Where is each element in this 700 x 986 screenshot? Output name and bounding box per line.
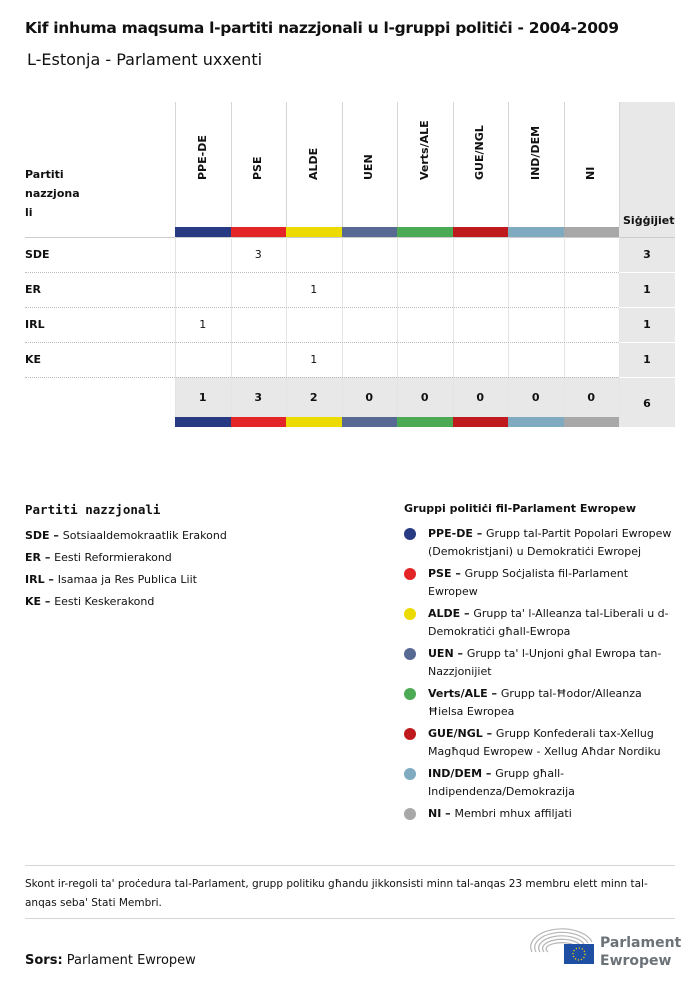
group-name: Grupp Soċjalista fil-Parlament Ewropew xyxy=(428,567,629,598)
row-divider xyxy=(25,377,619,378)
party-name: Isamaa ja Res Publica Liit xyxy=(57,573,197,586)
group-abbr: Verts/ALE xyxy=(428,687,488,700)
footnote: Skont ir-regoli ta' proċedura tal-Parlament, grupp politiku għandu jikkonsisti minn tal-anqas 23 membru elett minn tal-anqas seba' Stati Membri. xyxy=(25,878,648,909)
column-divider xyxy=(342,237,343,417)
row-party-label: ER xyxy=(25,283,41,296)
group-color-bar xyxy=(564,227,620,237)
group-name: Membri mhux affiljati xyxy=(454,807,572,820)
row-total: 3 xyxy=(643,248,651,261)
group-abbr: ALDE xyxy=(428,607,461,620)
group-abbr: PPE-DE xyxy=(428,527,473,540)
column-divider xyxy=(231,237,232,417)
group-item: ALDE – Grupp ta' l-Alleanza tal-Liberali u d-Demokratiċi għall-Ewropa xyxy=(404,605,679,641)
group-color-dot-icon xyxy=(404,608,416,620)
column-divider xyxy=(619,102,620,227)
column-header-pse: PSE xyxy=(251,156,265,180)
party-abbr: IRL xyxy=(25,573,45,586)
seat-count: 1 xyxy=(310,353,318,366)
column-divider xyxy=(175,102,176,227)
source-text: Parlament Ewropew xyxy=(66,953,196,968)
column-header-gue-ngl: GUE/NGL xyxy=(473,125,487,180)
page-subtitle: L-Estonja - Parlament uxxenti xyxy=(27,50,263,69)
party-abbr: ER xyxy=(25,551,41,564)
seat-count: 1 xyxy=(199,318,207,331)
group-name: Grupp ta' l-Alleanza tal-Liberali u d-Demokratiċi għall-Ewropa xyxy=(428,607,669,638)
source-label: Sors: xyxy=(25,953,63,968)
group-color-bar xyxy=(342,227,398,237)
group-color-bar xyxy=(286,227,342,237)
national-party-item: KE – Eesti Keskerakond xyxy=(25,595,155,608)
row-divider xyxy=(25,272,619,273)
row-divider xyxy=(619,307,675,308)
row-total: 1 xyxy=(643,283,651,296)
column-divider xyxy=(342,102,343,227)
column-total: 1 xyxy=(198,391,207,404)
group-item: Verts/ALE – Grupp tal-Ħodor/Alleanza Ħielsa Ewropea xyxy=(404,685,679,721)
column-total: 0 xyxy=(476,391,485,404)
groups-legend xyxy=(404,502,679,827)
column-header-ppe-de: PPE-DE xyxy=(195,135,209,180)
group-item: IND/DEM – Grupp għall-Indipendenza/Demokrazija xyxy=(404,765,679,801)
row-party-label: IRL xyxy=(25,318,45,331)
group-color-dot-icon xyxy=(404,768,416,780)
group-color-dot-icon xyxy=(404,568,416,580)
column-divider xyxy=(508,237,509,417)
national-party-item: IRL – Isamaa ja Res Publica Liit xyxy=(25,573,197,586)
column-divider xyxy=(564,237,565,417)
group-color-bar xyxy=(508,227,564,237)
group-item: UEN – Grupp ta' l-Unjoni għal Ewropa tan-Nazzjonijiet xyxy=(404,645,679,681)
column-total: 0 xyxy=(365,391,374,404)
total-header: Siġġijiet xyxy=(623,214,675,227)
logo-text-line: Parlament xyxy=(600,935,682,951)
group-name: Grupp Konfederali tax-Xellug Magħqud Ewropew - Xellug Aħdar Nordiku xyxy=(428,727,661,758)
row-divider xyxy=(619,272,675,273)
group-color-bar xyxy=(175,227,231,237)
column-divider xyxy=(508,102,509,227)
group-name: Grupp għall-Indipendenza/Demokrazija xyxy=(428,767,575,798)
row-divider xyxy=(25,307,619,308)
divider xyxy=(25,918,675,919)
group-color-bar xyxy=(453,227,509,237)
group-color-bar xyxy=(397,227,453,237)
row-total: 1 xyxy=(643,318,651,331)
group-color-bar xyxy=(231,417,287,427)
group-color-dot-icon xyxy=(404,808,416,820)
column-divider xyxy=(286,102,287,227)
column-header-ind-dem: IND/DEM xyxy=(528,125,542,180)
groups-heading: Gruppi politiċi fil-Parlament Ewropew xyxy=(404,502,637,515)
column-divider xyxy=(453,102,454,227)
column-divider xyxy=(397,237,398,417)
header-divider xyxy=(25,237,675,238)
row-party-label: SDE xyxy=(25,248,50,261)
column-total: 0 xyxy=(531,391,540,404)
column-header-verts-ale: Verts/ALE xyxy=(417,120,431,180)
seat-distribution-table xyxy=(0,0,700,440)
column-total: 0 xyxy=(420,391,429,404)
group-abbr: UEN xyxy=(428,647,454,660)
party-name: Eesti Keskerakond xyxy=(54,595,155,608)
group-name: Grupp tal-Ħodor/Alleanza Ħielsa Ewropea xyxy=(428,687,642,718)
total-column-bg xyxy=(619,102,675,427)
group-abbr: GUE/NGL xyxy=(428,727,483,740)
party-name: Eesti Reformierakond xyxy=(54,551,172,564)
column-header-ni: NI xyxy=(584,166,598,180)
group-name: Grupp tal-Partit Popolari Ewropew (Demokristjani) u Demokratiċi Ewropej xyxy=(428,527,672,558)
group-color-dot-icon xyxy=(404,528,416,540)
group-item: NI – Membri mhux affiljati xyxy=(404,805,679,823)
party-abbr: SDE xyxy=(25,529,50,542)
column-divider xyxy=(231,102,232,227)
group-color-bar xyxy=(397,417,453,427)
group-abbr: IND/DEM xyxy=(428,767,483,780)
logo-text xyxy=(600,934,681,970)
seat-count: 3 xyxy=(254,248,262,261)
party-abbr: KE xyxy=(25,595,42,608)
row-divider xyxy=(619,377,675,378)
logo-text-line: Ewropew xyxy=(600,953,672,969)
group-color-dot-icon xyxy=(404,648,416,660)
national-party-item: SDE – Sotsiaaldemokraatlik Erakond xyxy=(25,529,227,542)
group-color-bar xyxy=(564,417,620,427)
group-item: GUE/NGL – Grupp Konfederali tax-Xellug Magħqud Ewropew - Xellug Aħdar Nordiku xyxy=(404,725,679,761)
group-color-dot-icon xyxy=(404,728,416,740)
national-parties-legend xyxy=(25,502,355,617)
group-color-bar xyxy=(453,417,509,427)
national-parties-heading: Partiti nazzjonali xyxy=(25,502,161,517)
group-item: PPE-DE – Grupp tal-Partit Popolari Ewropew (Demokristjani) u Demokratiċi Ewropej xyxy=(404,525,679,561)
column-header-alde: ALDE xyxy=(306,147,320,180)
party-name: Sotsiaaldemokraatlik Erakond xyxy=(62,529,227,542)
row-party-label: KE xyxy=(25,353,42,366)
group-abbr: PSE xyxy=(428,567,452,580)
seat-count: 1 xyxy=(310,283,318,296)
row-divider xyxy=(619,342,675,343)
european-parliament-logo xyxy=(530,928,596,966)
column-divider xyxy=(397,102,398,227)
row-total: 1 xyxy=(643,353,651,366)
group-item: PSE – Grupp Soċjalista fil-Parlament Ewropew xyxy=(404,565,679,601)
grand-total: 6 xyxy=(643,397,651,410)
row-header: Partiti nazzjona li xyxy=(25,168,80,219)
column-divider xyxy=(564,102,565,227)
page-title: Kif inhuma maqsuma l-partiti nazzjonali u l-gruppi politiċi - 2004-2009 xyxy=(25,19,619,37)
group-color-dot-icon xyxy=(404,688,416,700)
column-total: 3 xyxy=(254,391,263,404)
group-color-bar xyxy=(508,417,564,427)
row-divider xyxy=(25,342,619,343)
group-color-bar xyxy=(231,227,287,237)
group-abbr: NI xyxy=(428,807,442,820)
column-divider xyxy=(286,237,287,417)
group-name: Grupp ta' l-Unjoni għal Ewropa tan-Nazzjonijiet xyxy=(428,647,662,678)
divider xyxy=(25,865,675,866)
column-total: 0 xyxy=(587,391,596,404)
source xyxy=(25,953,196,968)
group-color-bar xyxy=(175,417,231,427)
column-total: 2 xyxy=(309,391,318,404)
column-divider xyxy=(453,237,454,417)
group-color-bar xyxy=(342,417,398,427)
column-header-uen: UEN xyxy=(362,154,376,180)
national-party-item: ER – Eesti Reformierakond xyxy=(25,551,172,564)
group-color-bar xyxy=(286,417,342,427)
